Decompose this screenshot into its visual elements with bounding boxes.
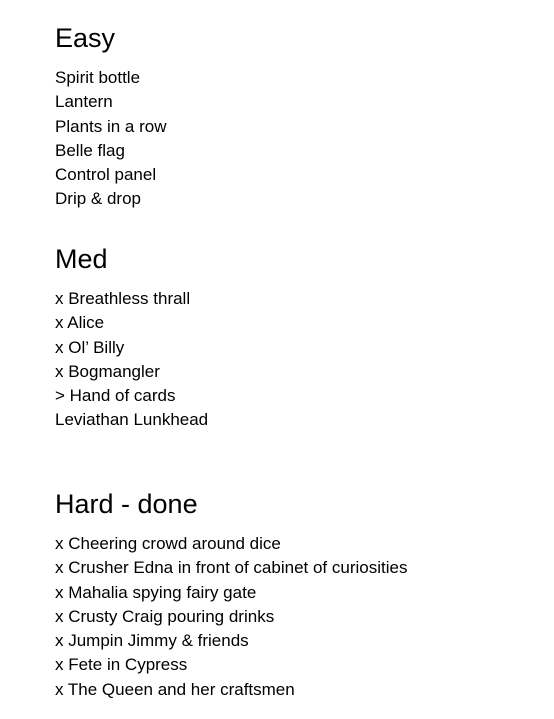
list-item: Drip & drop bbox=[55, 189, 141, 209]
list-item: x Breathless thrall bbox=[55, 289, 191, 308]
list-item: > Hand of cards bbox=[55, 386, 176, 406]
list-item: x Alice bbox=[55, 313, 105, 333]
list-item: x The Queen and her craftsmen bbox=[55, 679, 295, 699]
easy-list bbox=[55, 66, 167, 212]
list-item: Control panel bbox=[55, 165, 157, 185]
list-item: x Mahalia spying fairy gate bbox=[55, 582, 257, 602]
section-title-easy: Easy bbox=[55, 23, 116, 53]
list-item: x Crusher Edna in front of cabinet of curiosities bbox=[55, 558, 408, 578]
list-item: x Fete in Cypress bbox=[55, 655, 188, 675]
list-item: Lantern bbox=[55, 92, 113, 112]
list-item: Spirit bottle bbox=[55, 68, 141, 87]
list-item: x Jumpin Jimmy & friends bbox=[55, 631, 249, 651]
list-item: Leviathan Lunkhead bbox=[55, 410, 209, 430]
list-item: x Bogmangler bbox=[55, 361, 160, 381]
hard-list bbox=[55, 532, 407, 702]
list-item: x Ol’ Billy bbox=[55, 337, 125, 357]
section-title-med: Med bbox=[55, 244, 108, 274]
list-item: x Cheering crowd around dice bbox=[55, 534, 281, 553]
section-title-hard: Hard - done bbox=[55, 489, 198, 519]
list-item: x Crusty Craig pouring drinks bbox=[55, 606, 275, 626]
med-list bbox=[55, 287, 208, 433]
list-item: Plants in a row bbox=[55, 116, 167, 136]
list-item: Belle flag bbox=[55, 140, 125, 160]
